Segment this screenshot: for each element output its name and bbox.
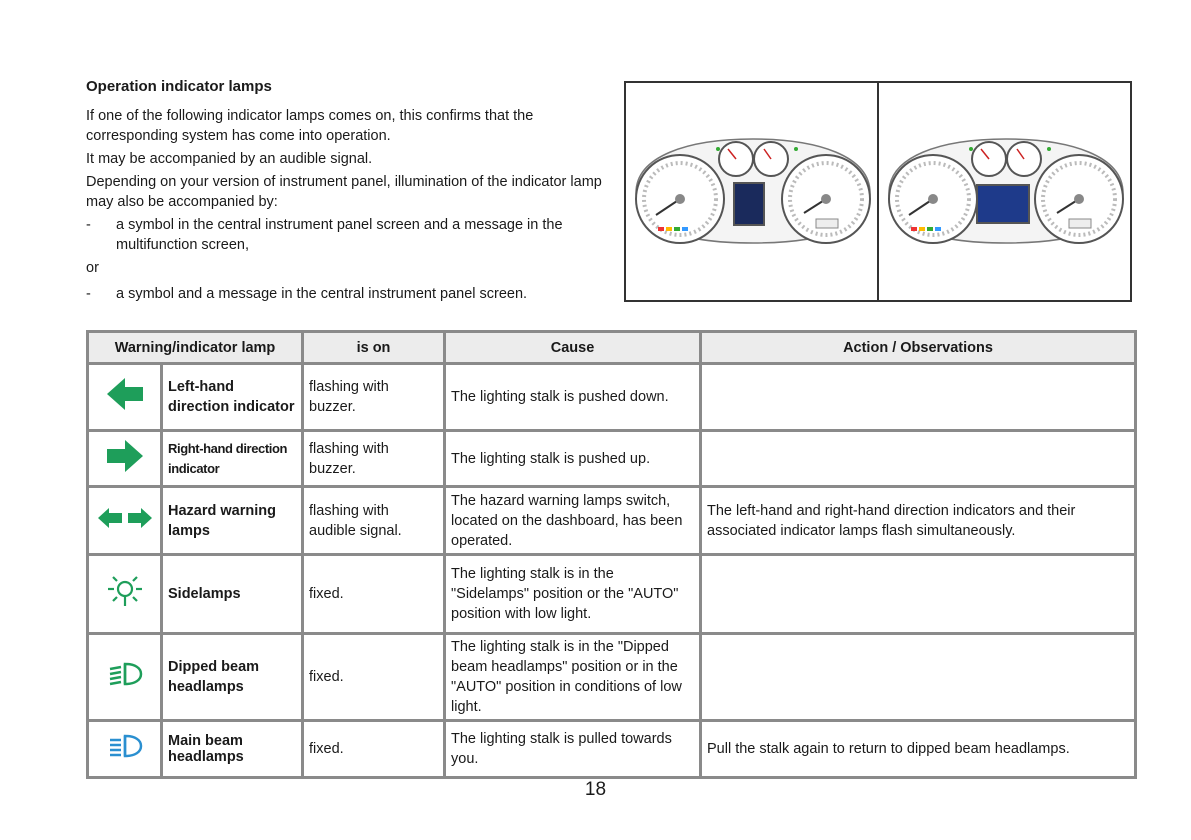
main-beam-icon (105, 732, 145, 760)
lamp-cause: The hazard warning lamps switch, located on the dashboard, has been operated. (445, 487, 701, 555)
table-row (88, 487, 1136, 555)
lamp-name: Main beam headlamps (162, 721, 303, 778)
lamp-is-on: flashing with buzzer. (303, 364, 445, 431)
lamp-action (701, 555, 1136, 634)
column-header: Action / Observations (701, 332, 1136, 364)
table-row (88, 431, 1136, 487)
lamp-name: Dipped beam headlamps (162, 634, 303, 721)
table-row (88, 634, 1136, 721)
lamp-action (701, 364, 1136, 431)
lamp-name-text: Right-hand direction indicator (168, 440, 288, 476)
left-arrow-icon (105, 377, 145, 411)
bullet-dash: - (86, 217, 91, 233)
column-header: Warning/indicator lamp (88, 332, 303, 364)
bullet-item (86, 215, 606, 255)
lamp-name: Sidelamps (162, 555, 303, 634)
lamp-icon-cell (88, 364, 162, 431)
lamp-action (701, 431, 1136, 487)
table-row (88, 721, 1136, 778)
lamp-cause: The lighting stalk is pushed up. (445, 431, 701, 487)
lamp-is-on: fixed. (303, 555, 445, 634)
lamp-name: Hazard warning lamps (162, 487, 303, 555)
instrument-panel-version-1 (626, 83, 877, 300)
lamp-cause: The lighting stalk is in the "Sidelamps" position or the "AUTO" position with low light. (445, 555, 701, 634)
lamp-name: Left-hand direction indicator (162, 364, 303, 431)
table-row (88, 364, 1136, 431)
table-row (88, 555, 1136, 634)
intro-paragraph: Depending on your version of instrument panel, illumination of the indicator lamp may also be accompanied by: (86, 174, 602, 210)
intro-paragraph: It may be accompanied by an audible signal. (86, 151, 373, 167)
sidelamps-icon (105, 573, 145, 609)
table-header-row (88, 332, 1136, 364)
bullet-dash: - (86, 286, 91, 302)
intro-text (86, 106, 606, 307)
lamp-action: Pull the stalk again to return to dipped beam headlamps. (701, 721, 1136, 778)
lamp-cause: The lighting stalk is in the "Dipped beam headlamps" position or in the "AUTO" position in conditions of low light. (445, 634, 701, 721)
instrument-panel-version-2 (877, 83, 1130, 300)
or-text: or (86, 260, 99, 276)
instrument-cluster-image (881, 131, 1131, 249)
lamp-icon-cell (88, 634, 162, 721)
instrument-panel-illustrations (624, 81, 1132, 302)
column-header: Cause (445, 332, 701, 364)
lamp-cause: The lighting stalk is pushed down. (445, 364, 701, 431)
lamp-icon-cell (88, 721, 162, 778)
lamp-is-on: flashing with audible signal. (303, 487, 445, 555)
bullet-text: a symbol in the central instrument panel screen and a message in the multifunction screen, (116, 217, 563, 253)
bullet-item (86, 284, 606, 304)
right-arrow-icon (105, 439, 145, 473)
lamp-icon-cell (88, 487, 162, 555)
instrument-cluster-image (628, 131, 878, 249)
hazard-arrows-icon (97, 506, 153, 530)
lamp-action: The left-hand and right-hand direction indicators and their associated indicator lamps flash simultaneously. (701, 487, 1136, 555)
section-heading: Operation indicator lamps (86, 78, 272, 95)
intro-paragraph: If one of the following indicator lamps comes on, this confirms that the corresponding system has come into operation. (86, 108, 534, 144)
page-number: 18 (584, 779, 607, 800)
indicator-lamps-table (86, 330, 1137, 779)
column-header: is on (303, 332, 445, 364)
dipped-beam-icon (105, 660, 145, 688)
lamp-icon-cell (88, 431, 162, 487)
lamp-is-on: flashing with buzzer. (303, 431, 445, 487)
lamp-icon-cell (88, 555, 162, 634)
lamp-is-on: fixed. (303, 721, 445, 778)
lamp-is-on: fixed. (303, 634, 445, 721)
lamp-name (162, 431, 303, 487)
bullet-text: a symbol and a message in the central instrument panel screen. (116, 286, 528, 302)
lamp-cause: The lighting stalk is pulled towards you. (445, 721, 701, 778)
lamp-action (701, 634, 1136, 721)
